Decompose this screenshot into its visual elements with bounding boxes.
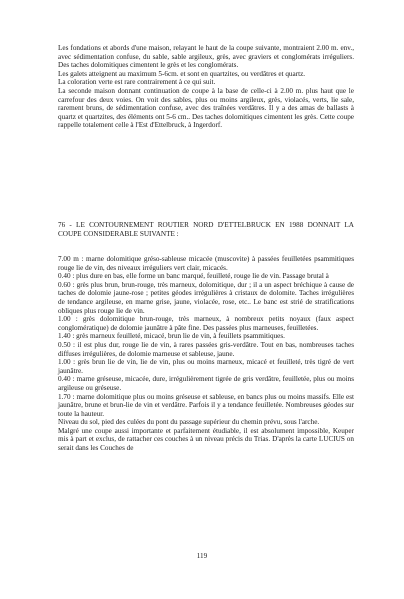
- paragraph-layer-040b: 0.40 : marne gréseuse, micacée, dure, irrégulièrement tigrée de gris verdâtre, feuilletée, plus ou moins argileuse ou gréseuse.: [58, 375, 354, 392]
- text-block-top: [58, 44, 354, 130]
- paragraph-ground-level: Niveau du sol, pied des culées du pont du passage supérieur du chemin prévu, sous l'arche.: [58, 418, 320, 427]
- paragraph-layer-170: 1.70 : marne dolomitique plus ou moins gréseuse et sableuse, en bancs plus ou moins massifs. Elle est jaunâtre, brune et brun-lie de vin et verdâtre. Parfois il y a tendance feuilletée. Nombreuses géodes sur toute la hauteur.: [58, 392, 354, 418]
- text-block-bottom: [58, 255, 354, 453]
- page-number: 119: [196, 552, 208, 560]
- paragraph-layer-040a: 0.40 : plus dure en bas, elle forme un banc marqué, feuilleté, rouge lie de vin. Passage brutal à: [58, 272, 329, 281]
- paragraph-second-house: La seconde maison donnant continuation de coupe à la base de celle-ci à 2.00 m. plus haut que le carrefour des deux voies. On voit des sables, plus ou moins argileux, grès, violacés, verts, lie sale, rarement bruns, de sédimentation confuse, avec des traînées verdâtres. Il y a des amas de ballasts à quartz et quartzites, des éléments ont 5-6 cm.. Des taches dolomitiques cimentent les grès. Cette coupe rappelle totalement celle à l'Est d'Ettelbruck, à Ingerdorf.: [58, 86, 354, 130]
- paragraph-layer-050: 0.50 : il est plus dur, rouge lie de vin, à rares passées gris-verdâtre. Tout en bas, nombreuses taches diffuses irrégulières, de dolomie marneuse et sableuse, jaune.: [58, 340, 354, 358]
- paragraph-conclusion: Malgré une coupe aussi importante et parfaitement étudiable, il est absolument impossible, Keuper mis à part et exclus, de rattacher ces couches à un niveau précis du Trias. D'après la carte LUCIUS on serait dans les Couches de: [58, 426, 354, 453]
- section-heading: 76 - LE CONTOURNEMENT ROUTIER NORD D'ETTELBRUCK EN 1988 DONNAIT LA COUPE CONSIDERABLE SUIVANTE :: [58, 221, 354, 238]
- paragraph-pebbles: Les galets atteignent au maximum 5-6cm. et sont en quartzites, ou verdâtres et quartz.: [58, 69, 306, 78]
- paragraph-layer-140: 1.40 : grès marneux feuilleté, micacé, brun lie de vin, à feuillets psammitiques.: [58, 332, 285, 341]
- paragraph-layer-060: 0.60 : grès plus brun, brun-rouge, très marneux, dolomitique, dur ; il a un aspect bréchique à cause de taches de dolomie jaune-rose ; petites géodes irrégulières à cristaux de dolomite. Taches irrégulières de tendance argileuse, en marne grise, jaune, violacée, rose, etc.. Le banc est strié de stratifications obliques plus rouge lie de vin.: [58, 280, 354, 315]
- paragraph-layer-700: 7.00 m : marne dolomitique gréso-sableuse micacée (muscovite) à passées feuilletées psammitiques rouge lie de vin, des niveaux irréguliers vert clair, micacés.: [58, 255, 354, 272]
- paragraph-layer-100b: 1.00 : grès brun lie de vin, lie de vin, plus ou moins marneux, micacé et feuilleté, très tigré de vert jaunâtre.: [58, 358, 354, 375]
- paragraph-foundations: Les fondations et abords d'une maison, relayant le haut de la coupe suivante, montraient 2.00 m. env., avec sédimentation confuse, du sable, sable argileux, grès, avec graviers et conglomérats irréguliers. Des taches dolomitiques cimentent le grès et les conglomérats.: [58, 44, 354, 70]
- paragraph-layer-100a: 1.00 : grès dolomitique brun-rouge, très marneux, à nombreux petits noyaux (faux aspect conglomératique) de dolomie jaunâtre à pâte fine. Des passées plus marneuses, feuilletées.: [58, 315, 354, 332]
- paragraph-coloration: La coloration verte est rare contrairement à ce qui suit.: [58, 78, 216, 87]
